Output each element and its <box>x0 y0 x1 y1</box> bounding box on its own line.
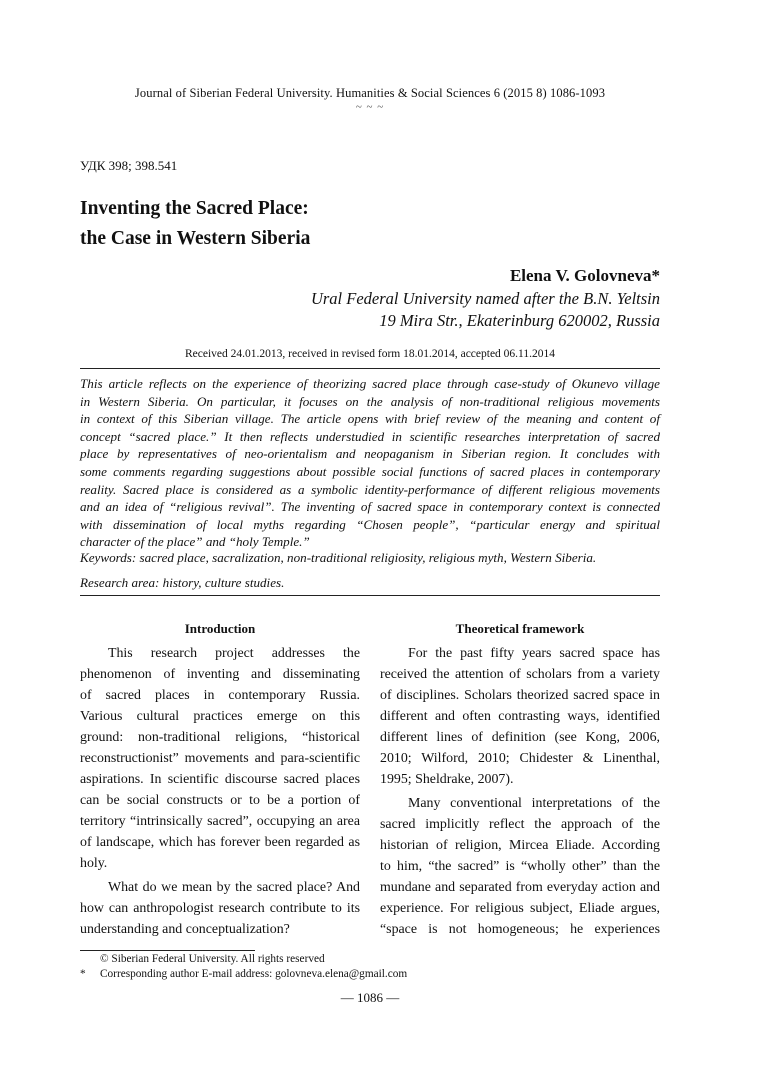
theoretical-framework-heading: Theoretical framework <box>455 621 585 636</box>
copyright-text: © Siberian Federal University. All rights reserved <box>100 953 325 965</box>
author-name: Elena V. Golovneva* <box>509 266 660 285</box>
text-line: mundane and separated from everyday action and <box>380 880 660 895</box>
text-line: of sacred places in contemporary Russia. <box>80 688 360 703</box>
text-line: historian of religion, Mircea Eliade. According <box>380 838 660 853</box>
text-line: phenomenon of inventing and disseminating <box>80 667 360 682</box>
text-line: For the past fifty years sacred space has <box>408 646 660 661</box>
text-line: can be social constructs or to be a portion of <box>80 793 360 808</box>
footnote-rule <box>80 950 255 951</box>
text-line: different and often contrasting ways, identified <box>380 709 660 724</box>
abstract-line: place by representatives of neo-orientalism and neopaganism in Siberian region. It concludes with <box>80 446 660 462</box>
text-line: reconstructionist” movements and para-scientific <box>80 751 360 766</box>
text-line: “space is not homogeneous; he experiences <box>380 922 660 937</box>
text-line: 2010; Wilford, 2010; Chidester & Linenthal, <box>380 751 660 766</box>
left-column <box>80 621 360 940</box>
introduction-paragraph-1 <box>80 643 360 874</box>
affiliation-line-1: Ural Federal University named after the B.N. Yeltsin <box>310 289 660 308</box>
text-line: understanding and conceptualization? <box>80 922 290 937</box>
title-line-2: the Case in Western Siberia <box>80 228 311 249</box>
page-number: — 1086 — <box>340 990 400 1005</box>
header-ornament: ~ ~ ~ <box>355 101 385 113</box>
text-line: This research project addresses the <box>108 646 360 661</box>
abstract-line: concept “sacred place.” It then reflects understudied in scientific researches interpretation of sacred <box>80 428 660 444</box>
abstract-line: in Western Siberia. On particular, it focuses on the analysis of non-traditional religious movements <box>80 393 660 409</box>
text-line: sacred implicitly reflect the approach of the <box>380 817 660 832</box>
abstract-line: character of the place” and “holy Temple.” <box>80 534 310 550</box>
corresponding-author-text: Corresponding author E-mail address: golovneva.elena@gmail.com <box>100 968 408 980</box>
text-line: of disciplines. Scholars theorized sacred space in <box>380 688 660 703</box>
text-line: different lines of definition (see Kong, 2006, <box>380 730 660 745</box>
text-line: Various cultural practices emerge on this <box>80 709 360 724</box>
text-line: aspirations. In scientific discourse sacred places <box>80 772 360 787</box>
abstract-line: with dissemination of local myths regarding “Chosen people”, “particular energy and spiritual <box>80 516 660 532</box>
article-title <box>80 194 640 254</box>
text-line: of landscape, which has forever been regarded as <box>80 835 360 850</box>
text-line: What do we mean by the sacred place? And <box>108 880 360 895</box>
text-line: Many conventional interpretations of the <box>408 796 660 811</box>
abstract-bottom-rule <box>80 595 660 596</box>
text-line: how can anthropologist research contribute to its <box>80 901 360 916</box>
framework-paragraph-2 <box>380 793 660 940</box>
research-area: Research area: history, culture studies. <box>80 575 285 590</box>
author-affiliation <box>311 288 660 331</box>
received-dates: Received 24.01.2013, received in revised form 18.01.2014, accepted 06.11.2014 <box>184 348 556 360</box>
affiliation-line-2: 19 Mira Str., Ekaterinburg 620002, Russia <box>379 310 660 330</box>
text-line: received the attention of scholars from a variety <box>380 667 660 682</box>
introduction-heading: Introduction <box>184 621 256 636</box>
title-line-1: Inventing the Sacred Place: <box>80 198 309 219</box>
text-line: holy. <box>80 856 108 871</box>
abstract-line: This article reflects on the experience of theorizing sacred place through case-study of Okunevo village <box>80 376 660 391</box>
abstract <box>80 375 660 551</box>
udk-code: УДК 398; 398.541 <box>80 158 178 173</box>
abstract-line: some comments regarding suggestions about possible social functions of sacred places in contemporary <box>80 463 660 479</box>
corresponding-author-note <box>80 967 660 982</box>
copyright-note <box>80 952 660 967</box>
text-line: ground: non-traditional religions, “historical <box>80 730 360 745</box>
abstract-line: and an idea of “religious revival”. The inventing of sacred space in contemporary context is connected <box>80 499 660 515</box>
footnotes <box>80 952 660 982</box>
framework-paragraph-1 <box>380 643 660 790</box>
journal-header: Journal of Siberian Federal University. Humanities & Social Sciences 6 (2015 8) 1086-1093 <box>134 86 606 100</box>
introduction-paragraph-2 <box>80 877 360 940</box>
abstract-top-rule <box>80 368 660 369</box>
text-line: experience. For religious subject, Eliade argues, <box>380 901 660 916</box>
keywords: Keywords: sacred place, sacralization, non-traditional religiosity, religious myth, Western Siberia. <box>80 550 597 565</box>
right-column <box>380 621 660 940</box>
text-line: territory “intrinsically sacred”, occupying an area <box>80 814 360 829</box>
text-line: to him, “the sacred” is “wholly other” than the <box>380 859 660 874</box>
text-line: 1995; Sheldrake, 2007). <box>380 772 514 787</box>
abstract-line: in context of this Siberian village. The article opens with brief review of the meaning and content of <box>80 411 660 427</box>
footnote-star: * <box>80 968 86 980</box>
abstract-line: reality. Sacred place is considered as a symbolic identity-performance of different religious movements <box>80 481 660 497</box>
